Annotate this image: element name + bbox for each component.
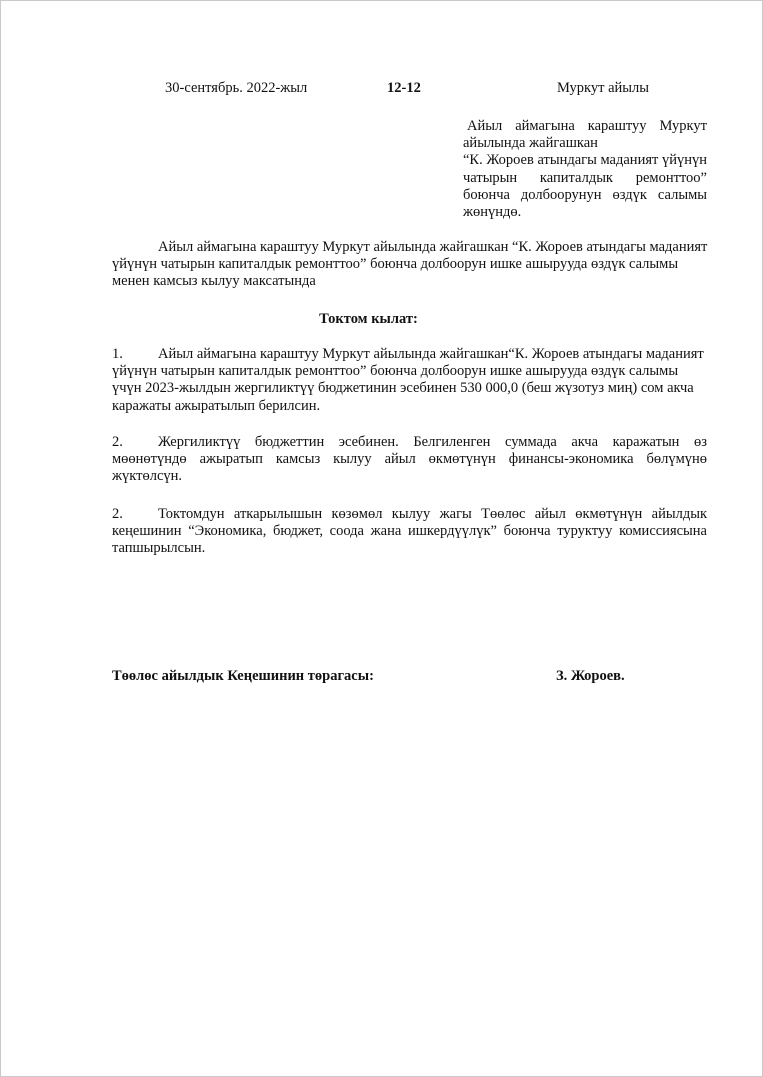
preamble-paragraph: Айыл аймагына караштуу Муркут айылында жайгашкан “К. Жороев атындагы маданият үйүнүн чатырын капиталдык ремонттоо” боюнча долбоорун ишке ашырууда өздүк салымы менен камсыз кылуу максатында <box>112 239 708 290</box>
clause-text: Жергиликтүү бюджеттин эсебинен. Белгиленген суммада акча каражатын өз мөөнөтүндө ажыратып камсыз кылуу айыл өкмөтүнүн финансы-экономика бөлүмүнө жүктөлсүн. <box>112 434 707 485</box>
clause-text: Токтомдун аткарылышын көзөмөл кылуу жагы Төөлөс айыл өкмөтүнүн айылдык кеңешинин “Экономика, бюджет, соода жана ишкердүүлүк” боюнча туруктуу комиссиясына тапшырылсын. <box>112 506 707 557</box>
document-date: 30-сентябрь. 2022-жыл <box>165 80 308 96</box>
clause-number: 2. <box>112 506 123 522</box>
clause-3 <box>112 506 707 558</box>
clause-number: 2. <box>112 434 123 450</box>
clause-number: 1. <box>112 346 123 362</box>
document-number: 12-12 <box>387 80 421 96</box>
signature-title: Төөлөс айылдык Кеңешинин төрагасы: <box>112 668 374 684</box>
clause-1 <box>112 346 707 415</box>
signature-name: З. Жороев. <box>556 668 625 684</box>
document-place: Муркут айылы <box>557 80 649 96</box>
decree-title <box>1 310 763 328</box>
document-subject <box>463 118 707 221</box>
clause-2 <box>112 434 707 486</box>
subject-line-1: Айыл аймагына караштуу Муркут айылында жайгашкан <box>463 118 707 152</box>
decree-title-text: Токтом кылат: <box>319 311 418 327</box>
subject-line-2: “К. Жороев атындагы маданият үйүнүн чатырын капиталдык ремонттоо” боюнча долбоорунун өздүк салымы жөнүндө. <box>463 152 707 221</box>
clause-text: Айыл аймагына караштуу Муркут айылында жайгашкан“К. Жороев атындагы маданият үйүнүн чатырын капиталдык ремонттоо” боюнча долбоорун ишке ашырууда өздүк салымы үчүн 2023-жылдын жергиликтүү бюджетинин эсебинен 530 000,0 (беш жүзотуз миң) сом акча каражаты ажыратылып берилсин. <box>112 346 704 414</box>
